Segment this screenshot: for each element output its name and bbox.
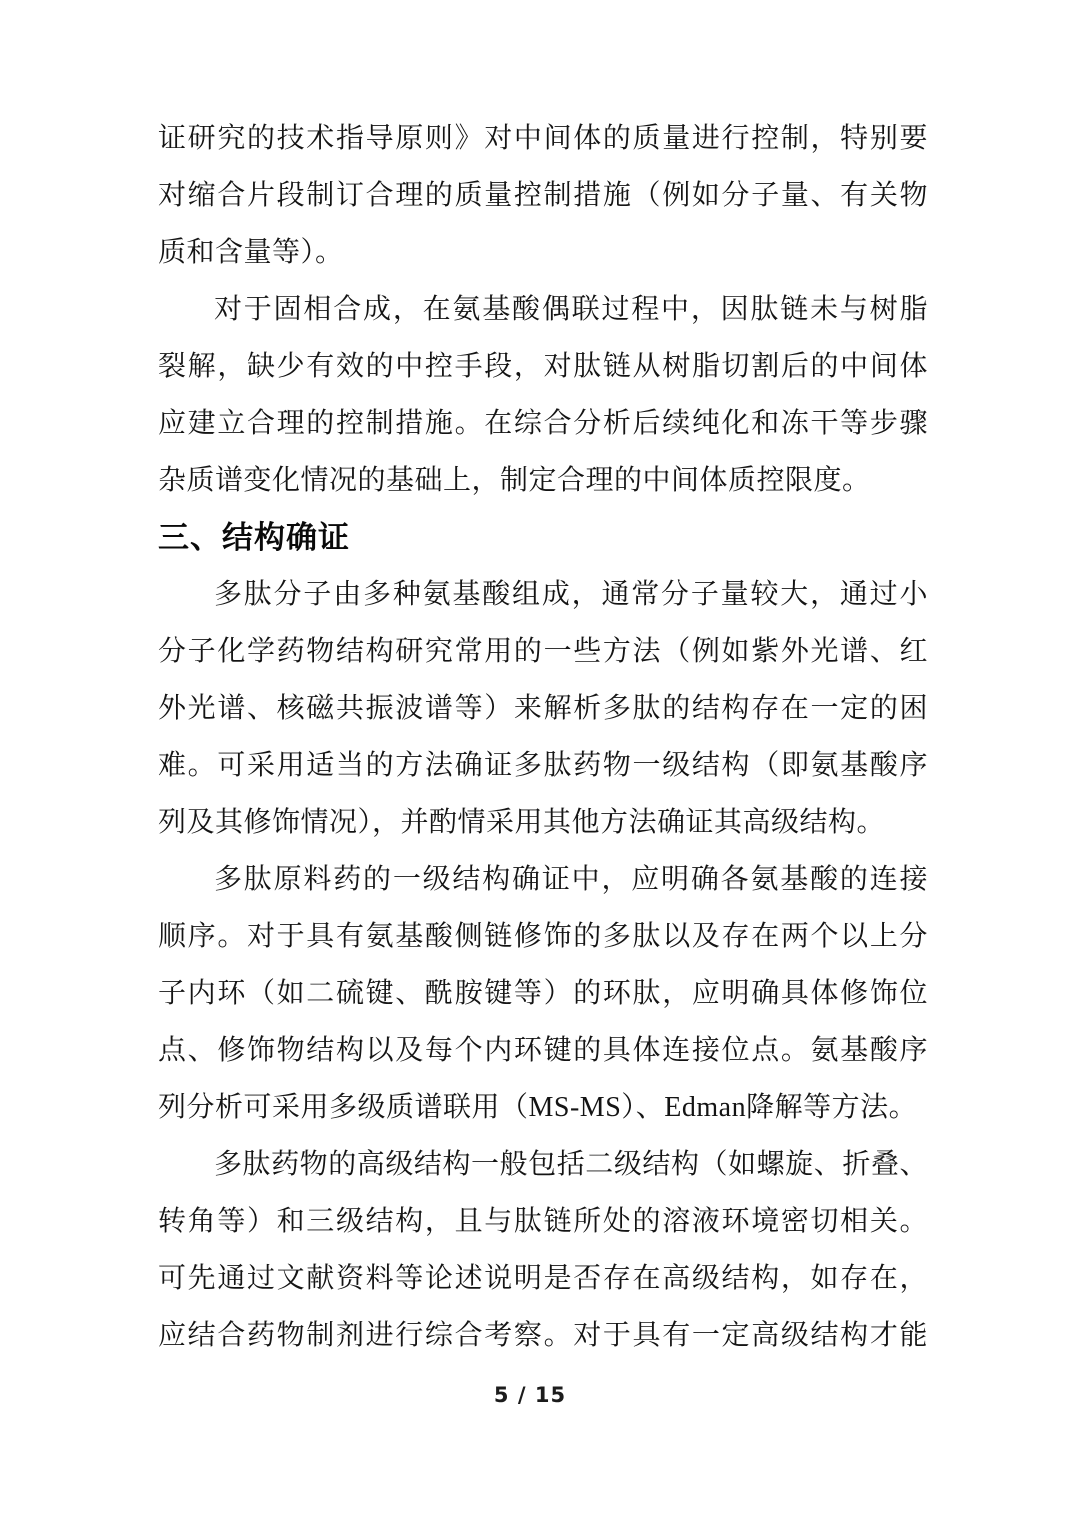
page-number: 5 / 15 — [493, 1383, 567, 1407]
text-line: 多肽原料药的一级结构确证中，应明确各氨基酸的连接 — [214, 864, 928, 895]
text-line: 证研究的技术指导原则》对中间体的质量进行控制，特别要 — [158, 123, 928, 154]
text-line: 列及其修饰情况），并酌情采用其他方法确证其高级结构。 — [158, 807, 886, 838]
text-line: 应建立合理的控制措施。在综合分析后续纯化和冻干等步骤 — [158, 408, 928, 439]
text-line: 分子化学药物结构研究常用的一些方法（例如紫外光谱、红 — [158, 636, 928, 667]
text-line: 转角等）和三级结构，且与肽链所处的溶液环境密切相关。 — [158, 1206, 928, 1237]
document-body — [158, 110, 928, 1364]
text-line: 多肽分子由多种氨基酸组成，通常分子量较大，通过小 — [214, 579, 928, 610]
text-line: 难。可采用适当的方法确证多肽药物一级结构（即氨基酸序 — [158, 750, 928, 781]
text-line: 列分析可采用多级质谱联用（MS-MS）、Edman降解等方法。 — [158, 1092, 918, 1123]
text-line: 可先通过文献资料等论述说明是否存在高级结构，如存在， — [158, 1263, 928, 1294]
text-line: 对于固相合成，在氨基酸偶联过程中，因肽链未与树脂 — [214, 294, 928, 325]
text-line: 点、修饰物结构以及每个内环键的具体连接位点。氨基酸序 — [158, 1035, 928, 1066]
text-line: 对缩合片段制订合理的质量控制措施（例如分子量、有关物 — [158, 180, 928, 211]
text-line: 裂解，缺少有效的中控手段，对肽链从树脂切割后的中间体 — [158, 351, 928, 382]
section-heading: 三、结构确证 — [158, 520, 350, 555]
text-line: 应结合药物制剂进行综合考察。对于具有一定高级结构才能 — [158, 1320, 928, 1351]
text-line: 顺序。对于具有氨基酸侧链修饰的多肽以及存在两个以上分 — [158, 921, 928, 952]
text-line: 子内环（如二硫键、酰胺键等）的环肽，应明确具体修饰位 — [158, 978, 928, 1009]
text-line: 多肽药物的高级结构一般包括二级结构（如螺旋、折叠、 — [214, 1149, 928, 1180]
text-line: 外光谱、核磁共振波谱等）来解析多肽的结构存在一定的困 — [158, 693, 928, 724]
text-line: 杂质谱变化情况的基础上，制定合理的中间体质控限度。 — [158, 465, 871, 496]
text-line: 质和含量等）。 — [158, 237, 344, 268]
